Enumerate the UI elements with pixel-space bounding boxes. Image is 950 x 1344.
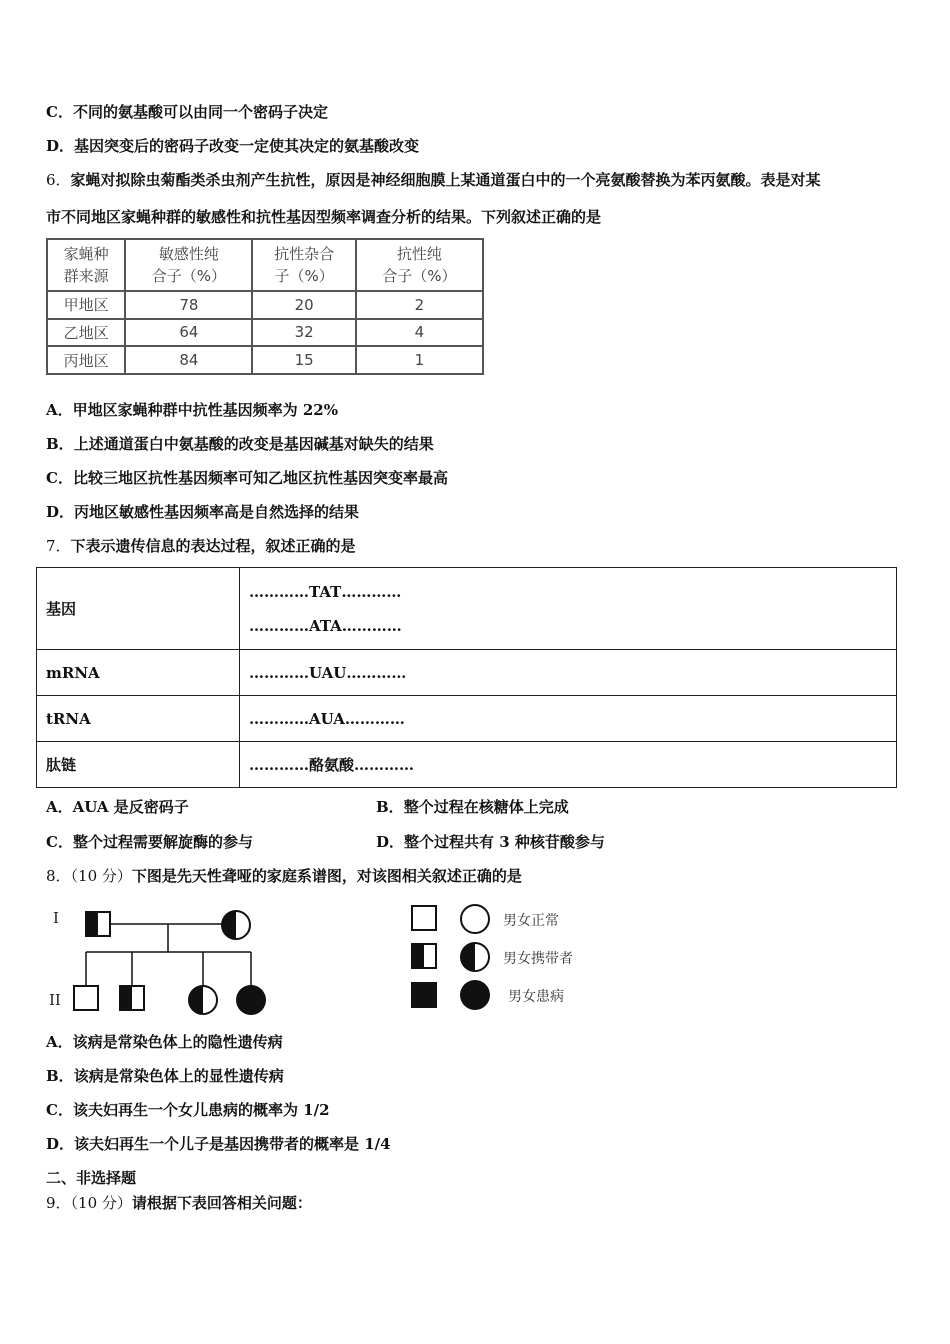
generation-label: I [53, 909, 59, 927]
option-text: AUA 是反密码子 [72, 798, 189, 816]
option-text: 甲地区家蝇种群中抗性基因频率为 22% [72, 401, 338, 419]
female-carrier-symbol [222, 911, 250, 939]
table-row-peptide [37, 742, 897, 788]
table-row-gene [37, 568, 897, 650]
option-label: D． [46, 503, 75, 521]
row-value: …………AUA………… [240, 696, 897, 742]
table-row-trna [37, 696, 897, 742]
header-text: 合子（%） [382, 267, 457, 285]
table-cell: 32 [252, 319, 355, 347]
question-score: （10 分） [70, 867, 132, 885]
row-value: …………酪氨酸………… [240, 742, 897, 788]
row-label: 肽链 [37, 742, 240, 788]
question-score: （10 分） [70, 1194, 132, 1212]
option-text: 基因突变后的密码子改变一定使其决定的氨基酸改变 [74, 137, 420, 155]
male-carrier-symbol [120, 986, 144, 1010]
q8-option-d [46, 1134, 391, 1154]
table-cell: 2 [356, 291, 483, 319]
header-text: 敏感性纯 [158, 245, 219, 263]
section-title: 二、非选择题 [46, 1169, 137, 1187]
q7-option-c [46, 832, 253, 852]
table-cell: 甲地区 [47, 291, 125, 319]
q6-stem-line2: 市不同地区家蝇种群的敏感性和抗性基因型频率调查分析的结果。下列叙述正确的是 [46, 208, 602, 226]
table-cell: 15 [252, 346, 355, 374]
generation-label: II [49, 991, 61, 1009]
female-normal-symbol [461, 905, 489, 933]
row-label: mRNA [37, 650, 240, 696]
table-cell: 1 [356, 346, 483, 374]
table-cell: 84 [125, 346, 252, 374]
question-text: 下图是先天性聋哑的家庭系谱图，对该图相关叙述正确的是 [131, 867, 522, 885]
q7-option-a [46, 797, 189, 817]
option-text: 整个过程共有 3 种核苷酸参与 [404, 833, 605, 851]
male-normal-symbol [74, 986, 98, 1010]
header-text: 子（%） [274, 267, 334, 285]
option-label: B． [46, 1067, 74, 1085]
q6-option-c [46, 468, 448, 488]
option-text: 整个过程在核糖体上完成 [403, 798, 569, 816]
option-label: A． [46, 1033, 73, 1051]
q8-option-b [46, 1066, 284, 1086]
question-number: 8． [46, 867, 71, 885]
option-text: 比较三地区抗性基因频率可知乙地区抗性基因突变率最高 [72, 469, 448, 487]
survey-table [46, 238, 484, 375]
header-text: 抗性杂合 [274, 245, 335, 263]
option-label: C． [46, 103, 73, 121]
female-affected-symbol [236, 985, 266, 1015]
question-number: 7． [46, 537, 71, 555]
question-text: 请根据下表回答相关问题： [131, 1194, 312, 1212]
header-cell [125, 239, 252, 291]
option-label: A． [46, 798, 73, 816]
table-cell: 64 [125, 319, 252, 347]
option-label: B． [376, 798, 404, 816]
table-row-mrna [37, 650, 897, 696]
header-text: 合子（%） [151, 267, 227, 285]
option-label: C． [46, 1101, 73, 1119]
option-text: 整个过程需要解旋酶的参与 [72, 833, 253, 851]
legend-label: 男女患病 [508, 989, 564, 1005]
option-text: 该病是常染色体上的隐性遗传病 [72, 1033, 283, 1051]
table-cell: 乙地区 [47, 319, 125, 347]
row-label: 基因 [37, 568, 240, 650]
q6-option-a [46, 400, 338, 420]
q8-option-a [46, 1032, 283, 1052]
row-label: tRNA [37, 696, 240, 742]
option-c [46, 102, 328, 122]
row-value: …………UAU………… [240, 650, 897, 696]
legend-label: 男女正常 [503, 913, 559, 929]
question-text: 下表示遗传信息的表达过程，叙述正确的是 [70, 537, 356, 555]
table-row [47, 319, 483, 347]
gene-strand-2: …………ATA………… [249, 616, 402, 635]
header-cell [47, 239, 125, 291]
option-d [46, 136, 419, 156]
pedigree-chart [46, 900, 286, 1025]
question-number: 9． [46, 1194, 71, 1212]
header-text: 家蝇种 [63, 245, 109, 263]
option-text: 该夫妇再生一个女儿患病的概率为 1/2 [72, 1101, 330, 1119]
table-cell: 4 [356, 319, 483, 347]
header-text: 抗性纯 [396, 245, 442, 263]
option-label: A． [46, 401, 73, 419]
table-cell: 丙地区 [47, 346, 125, 374]
male-affected-symbol [411, 982, 437, 1008]
gene-strand-1: …………TAT………… [249, 582, 402, 601]
option-label: C． [46, 469, 73, 487]
header-cell [252, 239, 355, 291]
q6-option-b [46, 434, 434, 454]
q7-stem [46, 536, 356, 556]
q8-option-c [46, 1100, 330, 1120]
expression-table [36, 567, 897, 788]
male-normal-symbol [412, 906, 436, 930]
header-text: 群来源 [63, 267, 109, 285]
q8-stem [46, 866, 522, 886]
option-label: B． [46, 435, 74, 453]
table-row [47, 291, 483, 319]
male-carrier-symbol [412, 944, 436, 968]
question-text: 家蝇对拟除虫菊酯类杀虫剂产生抗性，原因是神经细胞膜上某通道蛋白中的一个亮氨酸替换为苯丙氨酸。表是对某 [70, 171, 821, 189]
q6-stem-line1 [46, 170, 821, 190]
option-label: D． [46, 137, 75, 155]
q6-option-d [46, 502, 359, 522]
row-value [240, 568, 897, 650]
option-text: 该夫妇再生一个儿子是基因携带者的概率是 1/4 [74, 1135, 391, 1153]
female-affected-symbol [460, 980, 490, 1010]
female-carrier-symbol [461, 943, 489, 971]
option-label: C． [46, 833, 73, 851]
pedigree-legend [405, 898, 595, 1013]
option-text: 上述通道蛋白中氨基酸的改变是基因碱基对缺失的结果 [73, 435, 434, 453]
option-text: 不同的氨基酸可以由同一个密码子决定 [72, 103, 328, 121]
table-cell: 78 [125, 291, 252, 319]
table-cell: 20 [252, 291, 355, 319]
table-row [47, 346, 483, 374]
header-cell [356, 239, 483, 291]
male-carrier-symbol [86, 912, 110, 936]
option-text: 该病是常染色体上的显性遗传病 [73, 1067, 284, 1085]
option-text: 丙地区敏感性基因频率高是自然选择的结果 [74, 503, 360, 521]
female-carrier-symbol [189, 986, 217, 1014]
question-number: 6． [46, 171, 71, 189]
q7-option-b [376, 797, 569, 817]
q7-option-d [376, 832, 605, 852]
option-label: D． [46, 1135, 75, 1153]
q9-stem [46, 1193, 312, 1213]
option-label: D． [376, 833, 405, 851]
legend-label: 男女携带者 [503, 951, 573, 967]
